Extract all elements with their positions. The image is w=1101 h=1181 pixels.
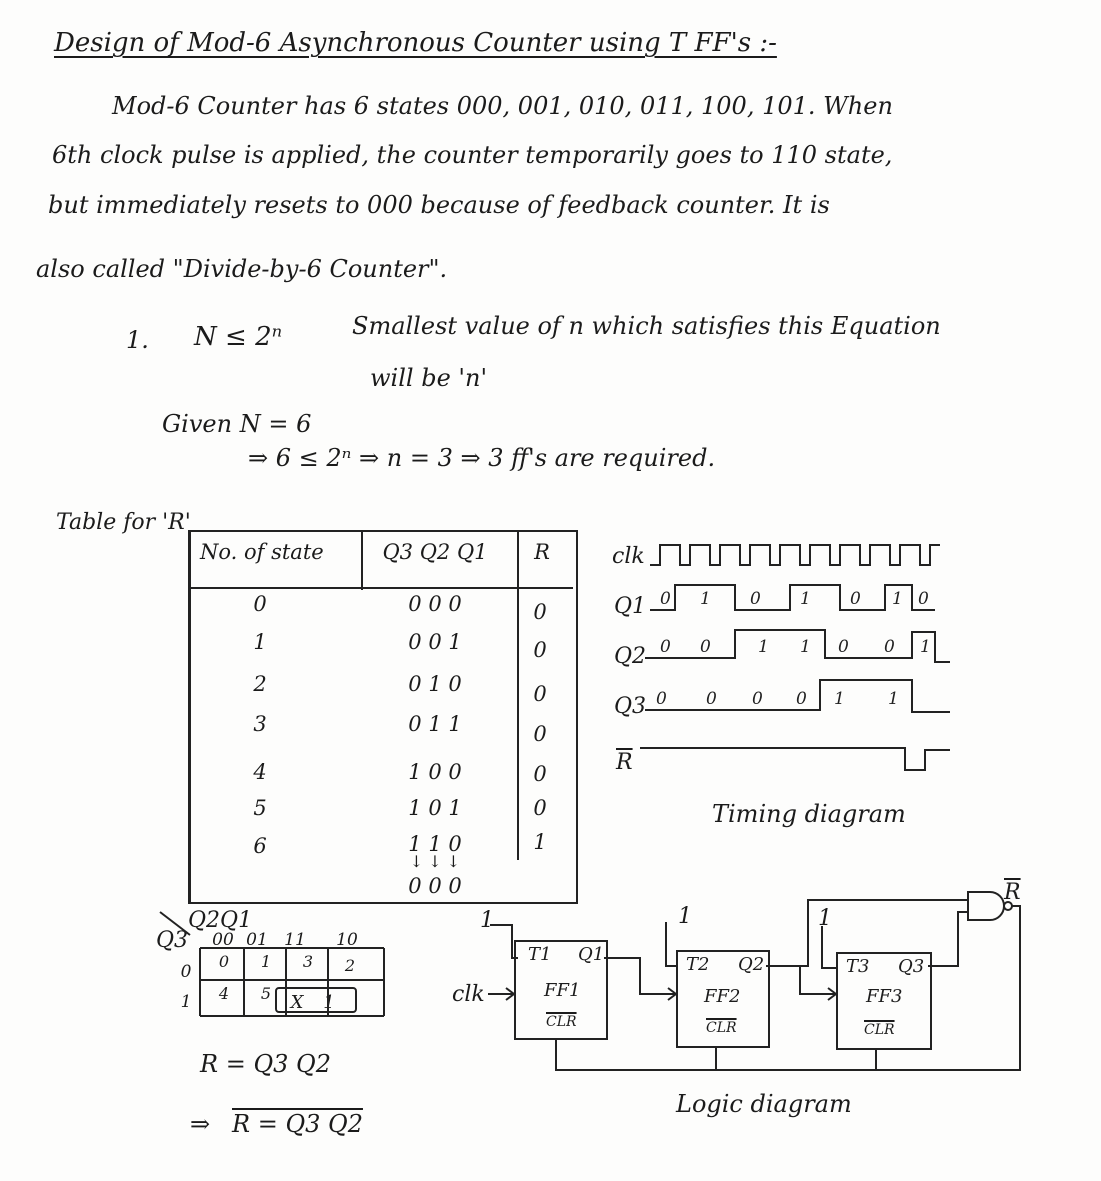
kmap-col-label: 10 xyxy=(336,930,358,950)
equation-1: R = Q3 Q2 xyxy=(200,1050,331,1078)
ff2-t-label: T2 xyxy=(686,954,710,975)
table-row-r: 0 xyxy=(533,722,547,746)
kmap-cell: 5 xyxy=(260,984,272,1003)
kmap-cell: 2 xyxy=(344,956,356,975)
table-row-r: 0 xyxy=(533,682,547,706)
table-row-state: 3 xyxy=(253,712,267,736)
equation-2: R = Q3 Q2 xyxy=(232,1110,363,1138)
table-rules xyxy=(188,532,573,860)
table-row-q: 0 0 0 xyxy=(408,592,462,616)
timing-label-r: $\overline{R}$ xyxy=(616,750,633,775)
svg-text:1: 1 xyxy=(800,637,811,657)
timing-label-clk: clk xyxy=(612,544,645,569)
kmap-cell-dontcare: X xyxy=(290,992,304,1013)
ff1-clr-label: $\overline{CLR}$ xyxy=(546,1014,577,1030)
timing-values xyxy=(656,589,931,709)
q2-waveform xyxy=(645,630,950,662)
svg-text:0: 0 xyxy=(660,637,671,657)
svg-text:0: 0 xyxy=(750,589,761,609)
kmap-col-vars: Q2Q1 xyxy=(188,908,253,933)
ff1-q-label: Q1 xyxy=(578,944,605,965)
logic-title: Logic diagram xyxy=(676,1090,852,1118)
table-row-q: 0 1 1 xyxy=(408,712,462,736)
table-row-state: 2 xyxy=(253,672,267,696)
svg-text:1: 1 xyxy=(758,637,769,657)
kmap-col-label: 00 xyxy=(212,930,234,950)
table-row-q: 0 1 0 xyxy=(408,672,462,696)
header-r: R xyxy=(534,540,550,564)
timing-title: Timing diagram xyxy=(712,800,906,828)
given-line-2: ⇒ 6 ≤ 2ⁿ ⇒ n = 3 ⇒ 3 ff's are required. xyxy=(248,444,716,472)
kmap-cell: 4 xyxy=(218,984,230,1003)
ff1-name: FF1 xyxy=(544,980,581,1001)
ff2-q-label: Q2 xyxy=(738,954,765,975)
intro-line-1: Mod-6 Counter has 6 states 000, 001, 010, 011, 100, 101. When xyxy=(112,92,893,120)
table-row-state: 6 xyxy=(253,834,267,858)
header-state: No. of state xyxy=(200,540,324,564)
rule-text-2: will be 'n' xyxy=(370,364,488,392)
svg-text:0: 0 xyxy=(656,689,667,709)
svg-text:1: 1 xyxy=(834,689,845,709)
svg-text:0: 0 xyxy=(752,689,763,709)
ff2-name: FF2 xyxy=(704,986,741,1007)
intro-line-4: also called "Divide-by-6 Counter". xyxy=(36,255,448,283)
rule-condition: N ≤ 2ⁿ xyxy=(194,322,283,352)
svg-text:0: 0 xyxy=(700,637,711,657)
table-row-q: 0 0 1 xyxy=(408,630,462,654)
svg-text:0: 0 xyxy=(884,637,895,657)
logic-one-label-2: 1 xyxy=(678,904,692,929)
equation-2-prefix: ⇒ xyxy=(190,1110,211,1138)
reset-state: 0 0 0 xyxy=(408,874,462,898)
kmap-row-label: 1 xyxy=(180,992,192,1012)
svg-text:1: 1 xyxy=(888,689,899,709)
svg-text:0: 0 xyxy=(918,589,929,609)
svg-text:0: 0 xyxy=(838,637,849,657)
timing-label-q2: Q2 xyxy=(614,644,647,669)
svg-text:0: 0 xyxy=(796,689,807,709)
table-row-r: 0 xyxy=(533,762,547,786)
kmap-cell: 3 xyxy=(302,952,314,971)
table-row-state: 0 xyxy=(253,592,267,616)
kmap-col-label: 01 xyxy=(246,930,268,950)
table-row-state: 5 xyxy=(253,796,267,820)
rule-text-1: Smallest value of n which satisfies this Equation xyxy=(352,312,941,340)
table-row-r: 0 xyxy=(533,638,547,662)
kmap-col-label: 11 xyxy=(284,930,306,950)
logic-output-label: $\overline{R}$ xyxy=(1004,880,1021,905)
intro-line-2: 6th clock pulse is applied, the counter temporarily goes to 110 state, xyxy=(52,141,893,169)
kmap-cell: 1 xyxy=(260,952,272,971)
table-row-q: 1 0 0 xyxy=(408,760,462,784)
logic-wiring xyxy=(488,892,1020,1070)
table-row-r: 0 xyxy=(533,600,547,624)
svg-text:0: 0 xyxy=(660,589,671,609)
table-row-r: 0 xyxy=(533,796,547,820)
clk-waveform xyxy=(650,545,940,565)
rule-number: 1. xyxy=(126,326,149,354)
kmap-grid xyxy=(160,912,384,1016)
intro-line-3: but immediately resets to 000 because of feedback counter. It is xyxy=(48,191,830,219)
ff3-clr-label: $\overline{CLR}$ xyxy=(864,1022,895,1038)
table-row-state: 1 xyxy=(253,630,267,654)
svg-text:0: 0 xyxy=(850,589,861,609)
table-row-state: 4 xyxy=(253,760,267,784)
kmap-cell: 1 xyxy=(323,992,335,1013)
kmap-row-label: 0 xyxy=(180,962,192,982)
kmap-cell: 0 xyxy=(218,952,230,971)
timing-waveforms xyxy=(640,545,950,770)
r-waveform xyxy=(640,748,950,770)
table-row-r: 1 xyxy=(533,830,547,854)
svg-text:1: 1 xyxy=(892,589,903,609)
kmap-row-var: Q3 xyxy=(156,928,189,953)
ff3-t-label: T3 xyxy=(846,956,870,977)
logic-one-label-3: 1 xyxy=(818,906,832,931)
svg-text:0: 0 xyxy=(706,689,717,709)
ff3-q-label: Q3 xyxy=(898,956,925,977)
svg-text:1: 1 xyxy=(920,637,931,657)
table-row-q: 1 0 1 xyxy=(408,796,462,820)
page-title: Design of Mod-6 Asynchronous Counter using T FF's :- xyxy=(54,28,777,58)
given-line-1: Given N = 6 xyxy=(162,410,312,438)
logic-one-label-1: 1 xyxy=(480,908,494,933)
timing-label-q1: Q1 xyxy=(614,594,647,619)
reset-arrows: ↓ ↓ ↓ xyxy=(409,852,461,871)
ff2-clr-label: $\overline{CLR}$ xyxy=(706,1020,737,1036)
ff1-t-label: T1 xyxy=(528,944,552,965)
table-row-q: 1 1 0 xyxy=(408,832,462,856)
timing-label-q3: Q3 xyxy=(614,694,647,719)
svg-text:1: 1 xyxy=(700,589,711,609)
ff3-name: FF3 xyxy=(866,986,903,1007)
logic-clk-label: clk xyxy=(452,982,485,1007)
header-q: Q3 Q2 Q1 xyxy=(382,540,488,564)
svg-text:1: 1 xyxy=(800,589,811,609)
table-caption: Table for 'R' xyxy=(56,510,191,535)
